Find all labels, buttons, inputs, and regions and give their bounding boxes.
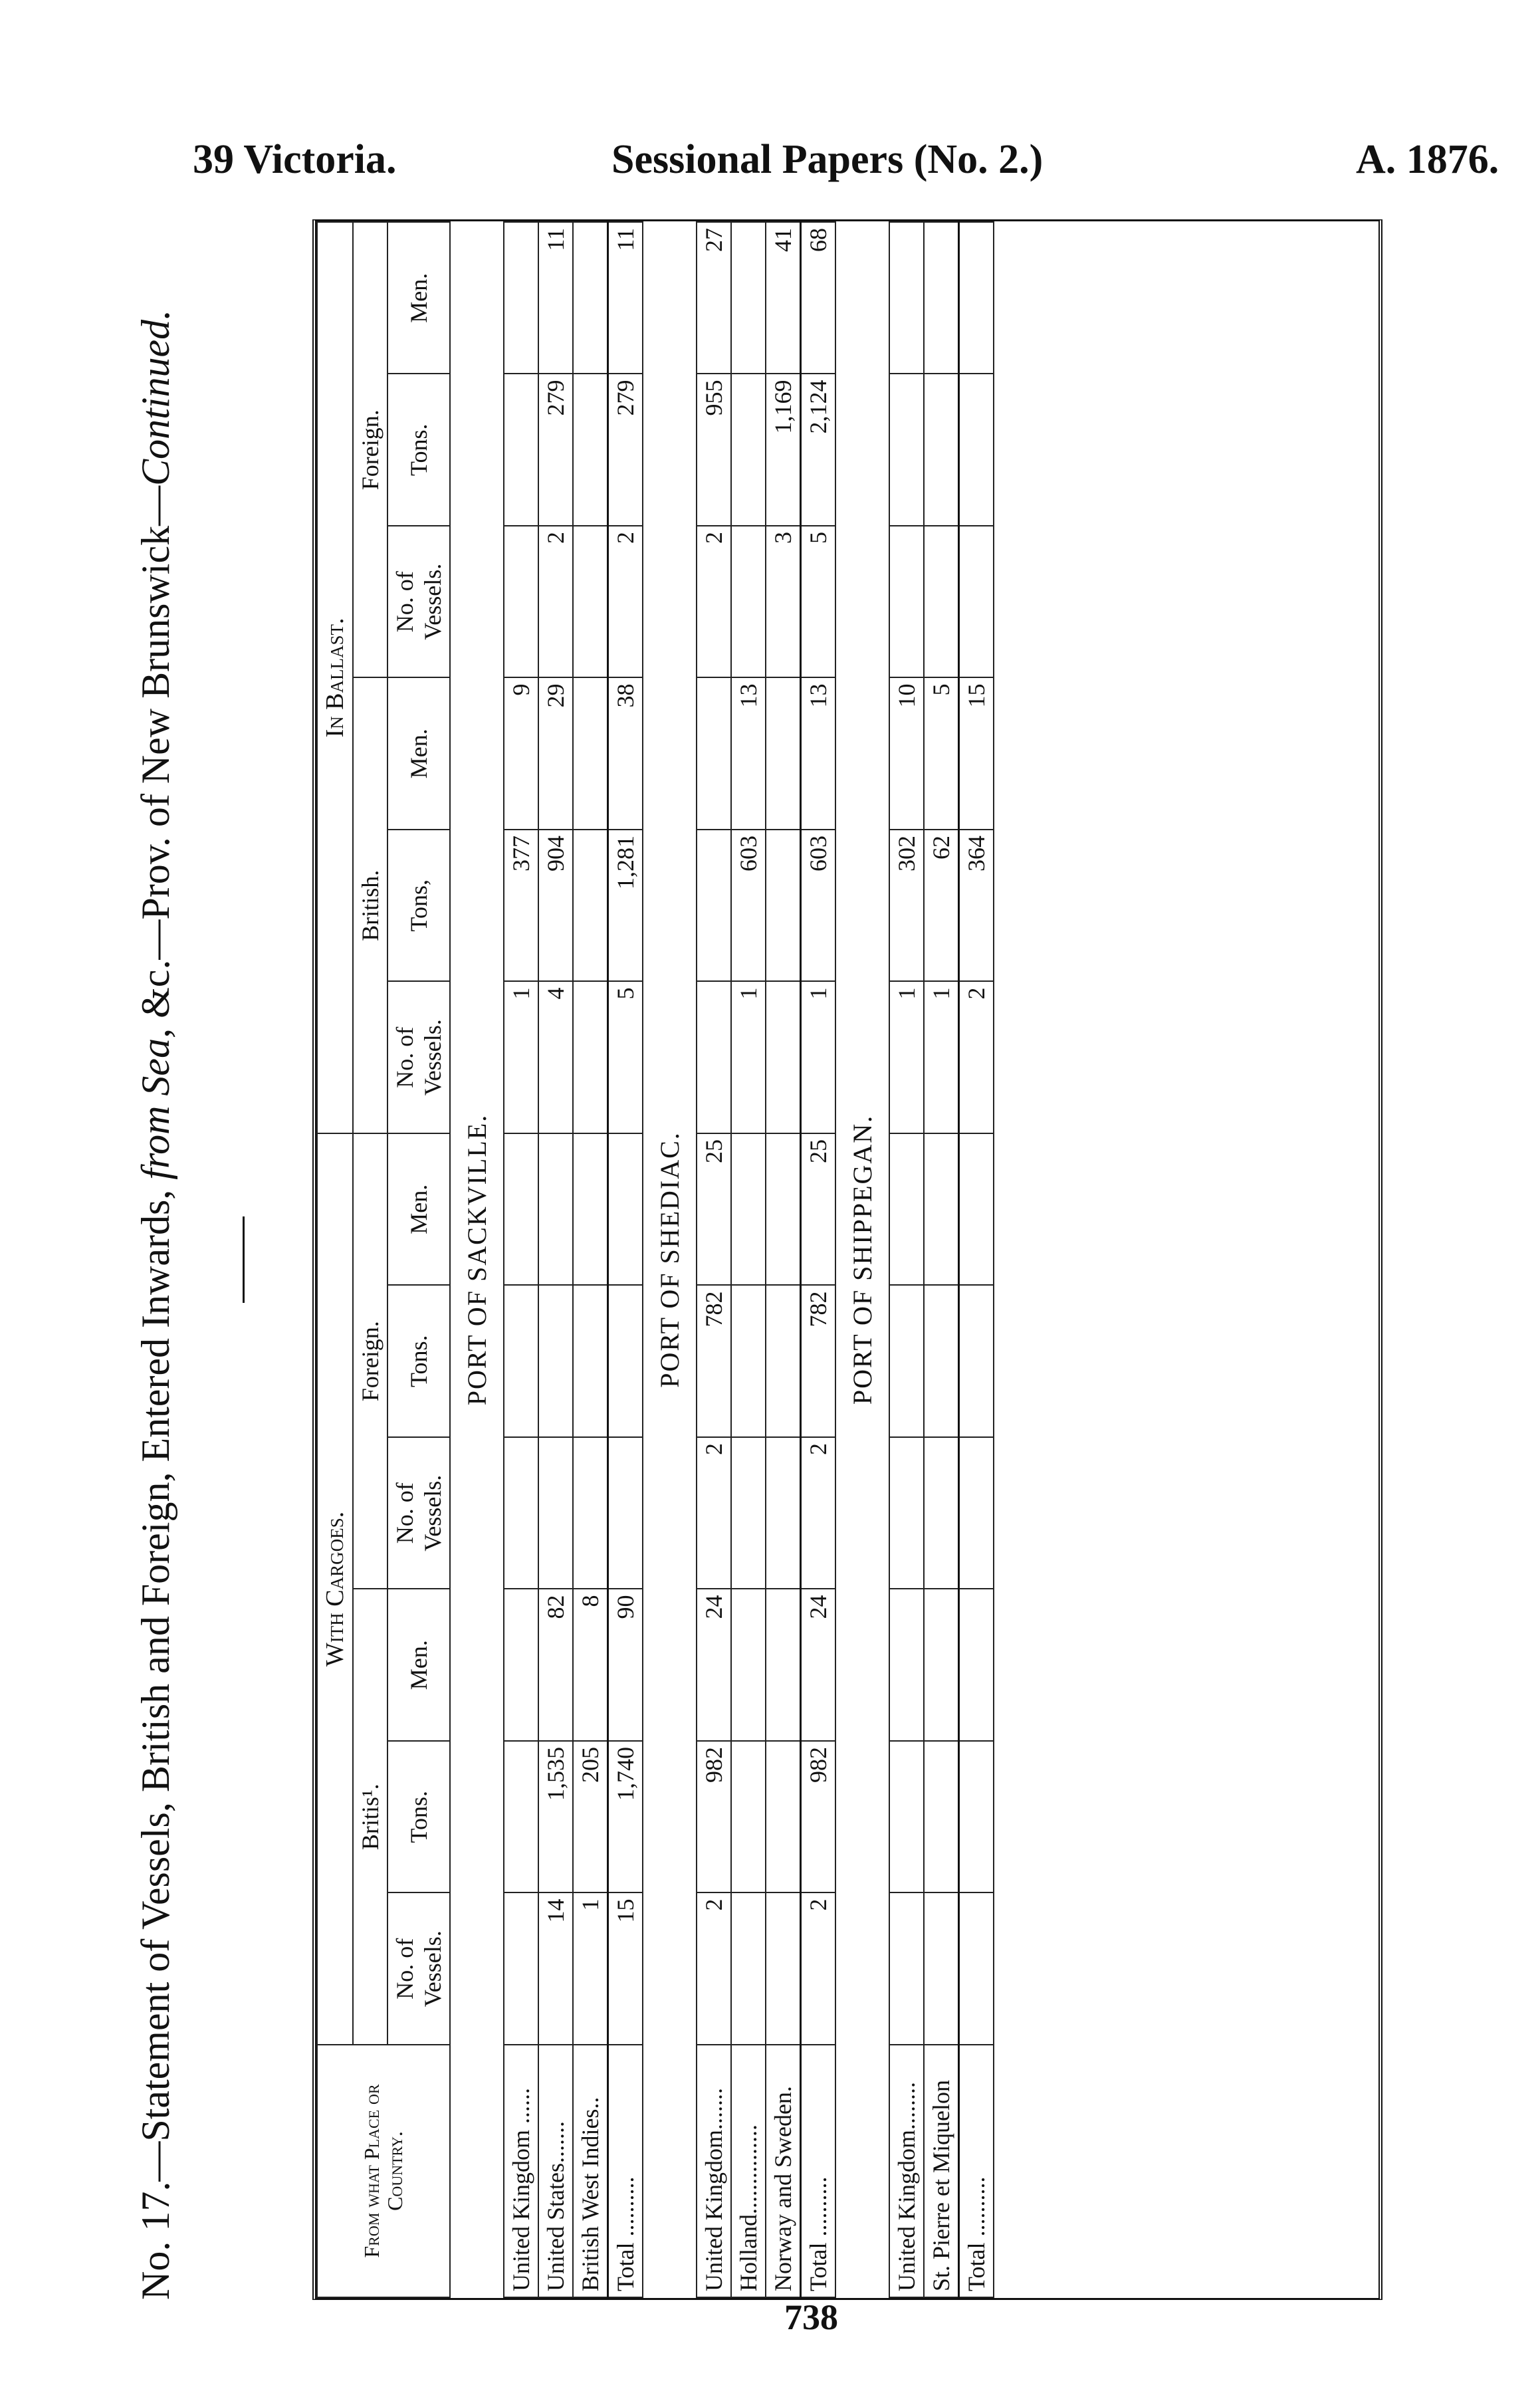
ib-b-tons-cell xyxy=(697,830,731,982)
with-cargoes-header: With Cargoes. xyxy=(317,1133,353,2045)
wc-b-vessels-header: No. of Vessels. xyxy=(387,1893,450,2045)
ib-f-tons-cell: 279 xyxy=(538,374,573,526)
ib-f-vessels-cell xyxy=(889,526,924,678)
title-suffix: &c.—Prov. of New Brunswick— xyxy=(134,485,177,1018)
port-name: PORT OF SHEDIAC. xyxy=(643,222,697,2297)
ib-f-vessels-cell xyxy=(573,526,608,678)
wc-f-vessels-cell xyxy=(504,1437,538,1589)
table-row xyxy=(573,222,608,2297)
table-row xyxy=(697,222,731,2297)
ib-b-vessels-cell: 1 xyxy=(924,982,959,1134)
total-ib-f-men-cell: 11 xyxy=(608,222,643,374)
ib-b-tons-cell: 377 xyxy=(504,830,538,982)
total-label: Total .......... xyxy=(959,2045,994,2297)
wc-f-men-cell xyxy=(766,1133,801,1286)
wc-b-vessels-cell: 2 xyxy=(697,1893,731,2045)
wc-b-tons-header: Tons. xyxy=(387,1741,450,1893)
wc-f-men-cell xyxy=(731,1133,766,1286)
wc-b-men-cell: 8 xyxy=(573,1589,608,1742)
wc-f-men-header: Men. xyxy=(387,1133,450,1286)
wc-b-tons-cell xyxy=(504,1741,538,1893)
wc-b-men-cell xyxy=(889,1589,924,1742)
place-cell: United Kingdom ...... xyxy=(504,2045,538,2297)
subheader-row xyxy=(387,222,450,2297)
wc-f-vessels-cell xyxy=(766,1437,801,1589)
ib-b-men-cell: 9 xyxy=(504,678,538,830)
port-name: PORT OF SHIPPEGAN. xyxy=(835,222,889,2297)
ib-f-vessels-cell: 2 xyxy=(697,526,731,678)
total-wc-b-tons-cell: 982 xyxy=(801,1741,836,1893)
total-ib-f-vessels-cell xyxy=(959,526,994,678)
ib-f-men-cell: 41 xyxy=(766,222,801,374)
total-ib-f-men-cell xyxy=(959,222,994,374)
wc-b-tons-cell: 205 xyxy=(573,1741,608,1893)
wc-f-vessels-header: No. of Vessels. xyxy=(387,1437,450,1589)
total-wc-f-tons-cell xyxy=(608,1286,643,1438)
wc-b-tons-cell: 1,535 xyxy=(538,1741,573,1893)
wc-foreign-header: Foreign. xyxy=(353,1133,387,1589)
total-wc-b-vessels-cell: 15 xyxy=(608,1893,643,2045)
ib-b-vessels-header: No. of Vessels. xyxy=(387,982,450,1134)
total-wc-f-men-cell: 25 xyxy=(801,1133,836,1286)
wc-f-tons-cell xyxy=(731,1286,766,1438)
rotated-statement xyxy=(133,219,1382,2300)
statement-table-frame xyxy=(312,219,1382,2300)
wc-b-vessels-cell xyxy=(504,1893,538,2045)
total-wc-f-vessels-cell xyxy=(959,1437,994,1589)
ib-f-vessels-cell xyxy=(924,526,959,678)
wc-f-tons-cell xyxy=(924,1286,959,1438)
ib-b-vessels-cell xyxy=(766,982,801,1134)
ib-f-men-cell xyxy=(573,222,608,374)
wc-f-vessels-cell xyxy=(924,1437,959,1589)
ib-b-tons-cell: 904 xyxy=(538,830,573,982)
wc-b-tons-cell xyxy=(731,1741,766,1893)
wc-f-men-cell xyxy=(538,1133,573,1286)
ib-b-vessels-cell: 1 xyxy=(504,982,538,1134)
wc-b-tons-cell xyxy=(766,1741,801,1893)
total-ib-b-vessels-cell: 5 xyxy=(608,982,643,1134)
wc-f-men-cell xyxy=(573,1133,608,1286)
ib-b-men-cell xyxy=(766,678,801,830)
total-wc-f-tons-cell: 782 xyxy=(801,1286,836,1438)
ib-b-tons-header: Tons, xyxy=(387,830,450,982)
title-rule xyxy=(243,1216,245,1303)
statement-table xyxy=(316,221,994,2298)
ib-f-vessels-cell xyxy=(504,526,538,678)
ib-b-men-cell: 13 xyxy=(731,678,766,830)
ib-b-men-cell: 10 xyxy=(889,678,924,830)
port-heading-row xyxy=(835,222,889,2297)
ib-b-tons-cell: 302 xyxy=(889,830,924,982)
ib-b-vessels-cell: 1 xyxy=(889,982,924,1134)
total-label: Total .......... xyxy=(801,2045,836,2297)
port-name: PORT OF SACKVILLE. xyxy=(450,222,504,2297)
total-wc-b-tons-cell xyxy=(959,1741,994,1893)
page-number: 738 xyxy=(784,2297,838,2337)
total-ib-b-vessels-cell: 2 xyxy=(959,982,994,1134)
wc-b-men-header: Men. xyxy=(387,1589,450,1742)
wc-f-tons-cell xyxy=(504,1286,538,1438)
wc-b-vessels-cell xyxy=(889,1893,924,2045)
ib-f-tons-cell xyxy=(889,374,924,526)
total-ib-b-men-cell: 13 xyxy=(801,678,836,830)
wc-b-men-cell: 24 xyxy=(697,1589,731,1742)
table-row xyxy=(731,222,766,2297)
ib-british-header: British. xyxy=(353,678,387,1134)
total-label: Total .......... xyxy=(608,2045,643,2297)
ib-f-tons-cell xyxy=(924,374,959,526)
ib-b-men-cell xyxy=(573,678,608,830)
table-row xyxy=(504,222,538,2297)
wc-f-vessels-cell: 2 xyxy=(697,1437,731,1589)
wc-b-men-cell: 82 xyxy=(538,1589,573,1742)
wc-b-vessels-cell: 1 xyxy=(573,1893,608,2045)
place-cell: Holland............... xyxy=(731,2045,766,2297)
total-wc-f-men-cell xyxy=(959,1133,994,1286)
place-cell: United Kingdom....... xyxy=(697,2045,731,2297)
total-wc-f-vessels-cell: 2 xyxy=(801,1437,836,1589)
wc-f-tons-cell xyxy=(889,1286,924,1438)
total-ib-b-tons-cell: 603 xyxy=(801,830,836,982)
wc-f-tons-cell xyxy=(766,1286,801,1438)
ib-b-tons-cell: 603 xyxy=(731,830,766,982)
total-ib-f-men-cell: 68 xyxy=(801,222,836,374)
ib-f-tons-cell: 1,169 xyxy=(766,374,801,526)
year-label: A. 1876. xyxy=(1356,137,1499,182)
table-row xyxy=(889,222,924,2297)
wc-f-tons-cell xyxy=(538,1286,573,1438)
ib-b-men-header: Men. xyxy=(387,678,450,830)
ib-b-vessels-cell xyxy=(697,982,731,1134)
total-wc-b-vessels-cell: 2 xyxy=(801,1893,836,2045)
ib-b-tons-cell xyxy=(766,830,801,982)
total-row xyxy=(608,222,643,2297)
place-header: From what Place or Country. xyxy=(317,2045,450,2297)
title-prefix: No. 17.—Statement of Vessels, British and Foreign, Entered Inwards, xyxy=(134,1189,177,2300)
wc-f-tons-header: Tons. xyxy=(387,1286,450,1438)
ib-b-men-cell xyxy=(697,678,731,830)
title-italic: from Sea, xyxy=(134,1028,177,1180)
ib-f-vessels-cell: 3 xyxy=(766,526,801,678)
place-cell: United States....... xyxy=(538,2045,573,2297)
place-cell: St. Pierre et Miquelon xyxy=(924,2045,959,2297)
ib-b-vessels-cell: 1 xyxy=(731,982,766,1134)
ib-f-vessels-cell: 2 xyxy=(538,526,573,678)
running-head xyxy=(0,136,1540,216)
total-wc-b-vessels-cell xyxy=(959,1893,994,2045)
in-ballast-header: In Ballast. xyxy=(317,222,353,1133)
statement-table-body xyxy=(450,222,994,2297)
table-row xyxy=(538,222,573,2297)
total-wc-f-tons-cell xyxy=(959,1286,994,1438)
ib-f-men-cell: 27 xyxy=(697,222,731,374)
ib-b-vessels-cell xyxy=(573,982,608,1134)
total-wc-b-men-cell: 90 xyxy=(608,1589,643,1742)
ib-f-men-cell xyxy=(731,222,766,374)
port-heading-row xyxy=(643,222,697,2297)
wc-f-vessels-cell xyxy=(573,1437,608,1589)
total-wc-b-men-cell: 24 xyxy=(801,1589,836,1742)
place-cell: United Kingdom........ xyxy=(889,2045,924,2297)
wc-b-men-cell xyxy=(504,1589,538,1742)
ib-b-tons-cell xyxy=(573,830,608,982)
table-row xyxy=(924,222,959,2297)
ib-b-men-cell: 5 xyxy=(924,678,959,830)
total-ib-b-vessels-cell: 1 xyxy=(801,982,836,1134)
session-label: 39 Victoria. xyxy=(193,137,397,182)
wc-b-vessels-cell: 14 xyxy=(538,1893,573,2045)
wc-b-vessels-cell xyxy=(766,1893,801,2045)
total-row xyxy=(959,222,994,2297)
total-ib-b-men-cell: 15 xyxy=(959,678,994,830)
total-wc-f-vessels-cell xyxy=(608,1437,643,1589)
wc-f-tons-cell: 782 xyxy=(697,1286,731,1438)
wc-b-tons-cell xyxy=(924,1741,959,1893)
ib-b-vessels-cell: 4 xyxy=(538,982,573,1134)
statement-title xyxy=(133,219,233,2300)
total-ib-f-tons-cell xyxy=(959,374,994,526)
port-heading-row xyxy=(450,222,504,2297)
place-cell: British West Indies.. xyxy=(573,2045,608,2297)
ib-f-men-cell: 11 xyxy=(538,222,573,374)
total-wc-b-men-cell xyxy=(959,1589,994,1742)
place-cell: Norway and Sweden. xyxy=(766,2045,801,2297)
ib-b-men-cell: 29 xyxy=(538,678,573,830)
ib-f-men-cell xyxy=(889,222,924,374)
total-ib-f-vessels-cell: 2 xyxy=(608,526,643,678)
wc-f-men-cell xyxy=(504,1133,538,1286)
wc-f-men-cell: 25 xyxy=(697,1133,731,1286)
ib-f-tons-header: Tons. xyxy=(387,374,450,526)
ib-foreign-header: Foreign. xyxy=(353,222,387,678)
wc-f-men-cell xyxy=(924,1133,959,1286)
total-ib-b-men-cell: 38 xyxy=(608,678,643,830)
total-ib-b-tons-cell: 1,281 xyxy=(608,830,643,982)
ib-f-tons-cell xyxy=(731,374,766,526)
wc-b-tons-cell xyxy=(889,1741,924,1893)
wc-b-men-cell xyxy=(731,1589,766,1742)
wc-b-vessels-cell xyxy=(731,1893,766,2045)
wc-f-vessels-cell xyxy=(538,1437,573,1589)
ib-f-men-cell xyxy=(924,222,959,374)
ib-f-tons-cell xyxy=(504,374,538,526)
wc-f-vessels-cell xyxy=(731,1437,766,1589)
wc-b-vessels-cell xyxy=(924,1893,959,2045)
ib-f-tons-cell xyxy=(573,374,608,526)
total-wc-b-tons-cell: 1,740 xyxy=(608,1741,643,1893)
sessional-papers-label: Sessional Papers (No. 2.) xyxy=(611,137,1044,182)
total-ib-f-tons-cell: 2,124 xyxy=(801,374,836,526)
ib-f-vessels-header: No. of Vessels. xyxy=(387,526,450,678)
total-ib-f-tons-cell: 279 xyxy=(608,374,643,526)
wc-british-header: Britis¹. xyxy=(353,1589,387,2045)
ib-b-tons-cell: 62 xyxy=(924,830,959,982)
ib-f-vessels-cell xyxy=(731,526,766,678)
ib-f-tons-cell: 955 xyxy=(697,374,731,526)
ib-f-men-header: Men. xyxy=(387,222,450,374)
wc-b-tons-cell: 982 xyxy=(697,1741,731,1893)
total-ib-b-tons-cell: 364 xyxy=(959,830,994,982)
total-row xyxy=(801,222,836,2297)
title-continued: Continued. xyxy=(134,309,177,486)
total-wc-f-men-cell xyxy=(608,1133,643,1286)
wc-f-men-cell xyxy=(889,1133,924,1286)
total-ib-f-vessels-cell: 5 xyxy=(801,526,836,678)
wc-b-men-cell xyxy=(924,1589,959,1742)
wc-f-tons-cell xyxy=(573,1286,608,1438)
ib-f-men-cell xyxy=(504,222,538,374)
wc-f-vessels-cell xyxy=(889,1437,924,1589)
table-row xyxy=(766,222,801,2297)
wc-b-men-cell xyxy=(766,1589,801,1742)
